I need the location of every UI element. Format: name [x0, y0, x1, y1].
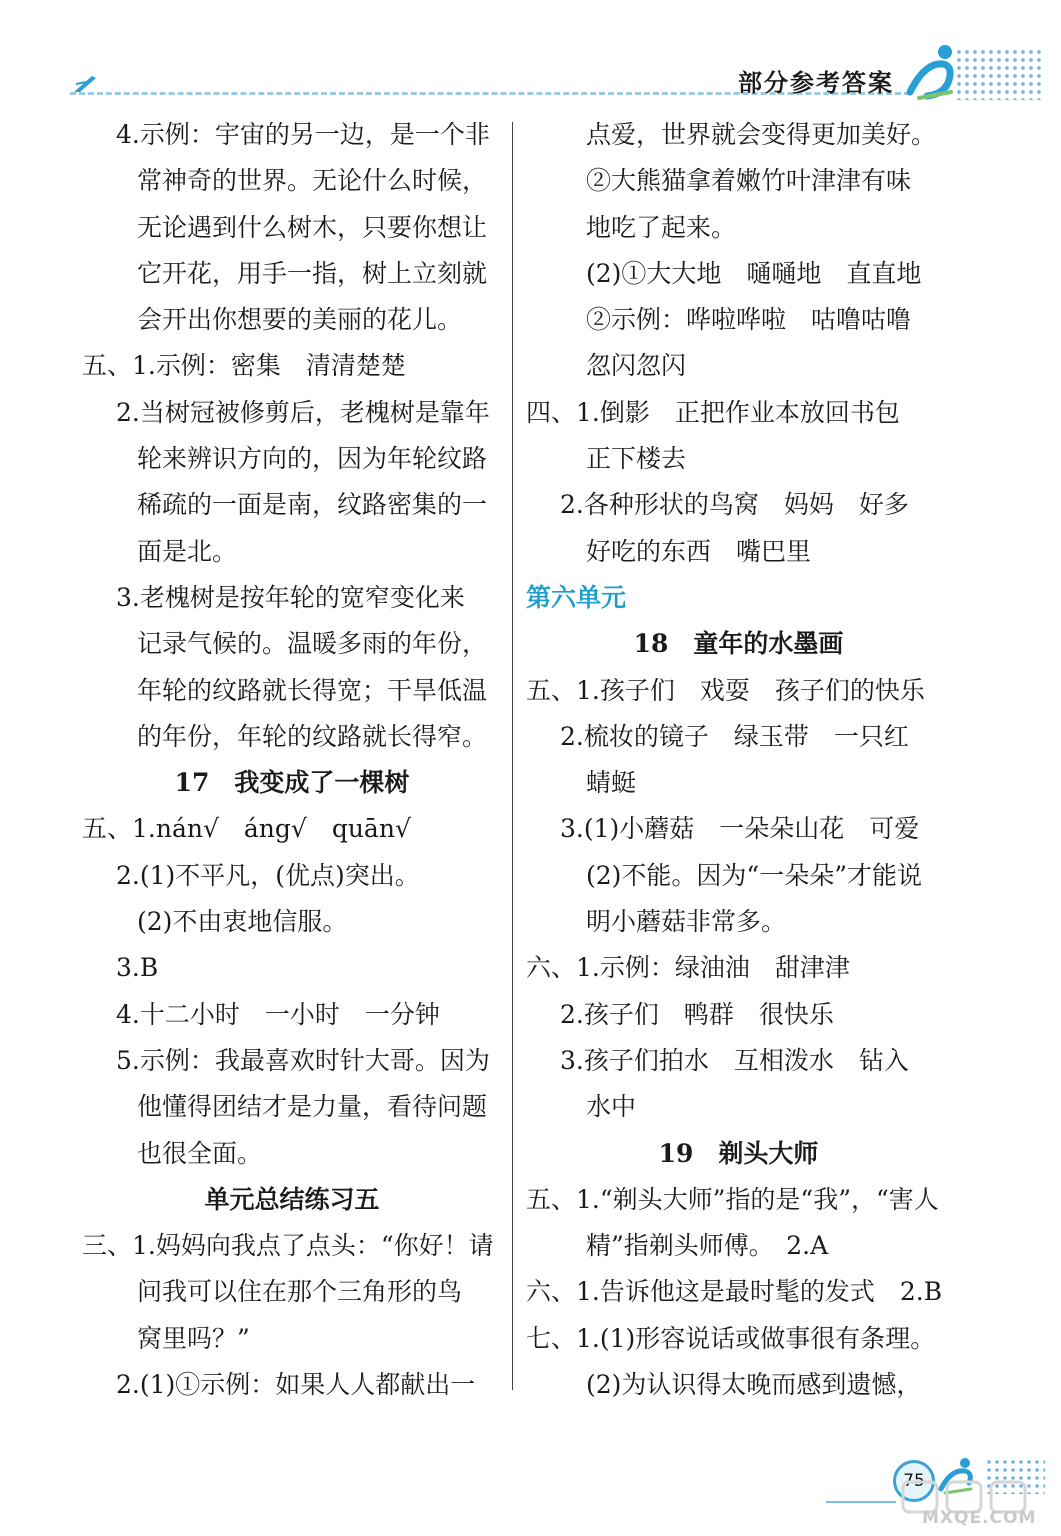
answer-line: 3.老槐树是按年轮的宽窄变化来	[116, 582, 465, 612]
header-title: 部分参考答案	[738, 69, 894, 97]
answer-line: 窝里吗？”	[137, 1323, 250, 1353]
watermark-text: MXQE.COM	[922, 1508, 1037, 1528]
answer-line: (2)不由衷地信服。	[137, 907, 348, 937]
column-divider	[512, 122, 513, 1390]
answer-line: 蜻蜓	[586, 768, 637, 798]
answer-line: 七、1.(1)形容说话或做事很有条理。	[526, 1323, 936, 1353]
lesson-heading: 单元总结练习五	[204, 1184, 380, 1214]
left-column	[82, 112, 502, 1408]
answer-line: 正下楼去	[586, 444, 687, 474]
answer-line: ②大熊猫拿着嫩竹叶津津有味	[586, 166, 912, 196]
answer-line: 五、1.示例：密集 清清楚楚	[82, 351, 406, 381]
answer-line: 五、1.孩子们 戏耍 孩子们的快乐	[526, 675, 925, 705]
answer-line: (2)为认识得太晚而感到遗憾，	[586, 1370, 922, 1400]
header-dot-pattern	[955, 48, 1045, 100]
answer-line: 常神奇的世界。无论什么时候，	[137, 166, 488, 196]
lesson-heading: 17 我变成了一棵树	[174, 768, 410, 798]
answer-line: 4.示例：宇宙的另一边，是一个非	[116, 120, 490, 149]
page-number: 75	[893, 1460, 935, 1502]
answer-line: 3.(1)小蘑菇 一朵朵山花 可爱	[560, 814, 920, 844]
answer-line: 轮来辨识方向的，因为年轮纹路	[137, 444, 488, 474]
footer-rule	[826, 1501, 896, 1503]
unit-heading: 第六单元	[526, 582, 627, 612]
answer-line: 无论遇到什么树木，只要你想让	[137, 212, 488, 242]
answer-line: 会开出你想要的美丽的花儿。	[137, 305, 463, 335]
answer-line: 问我可以住在那个三角形的鸟	[137, 1277, 463, 1307]
answer-line: 水中	[586, 1092, 637, 1122]
answer-line: 5.示例：我最喜欢时针大哥。因为	[116, 1045, 490, 1075]
answer-line: 2.各种形状的鸟窝 妈妈 好多	[560, 490, 909, 520]
pen-icon	[72, 72, 98, 94]
answer-line: (2)不能。因为“一朵朵”才能说	[586, 860, 922, 890]
answer-line: 四、1.倒影 正把作业本放回书包	[526, 397, 900, 427]
answer-line: 面是北。	[137, 536, 238, 566]
answer-line: 忽闪忽闪	[586, 351, 687, 381]
answer-line: 五、1.nán√ áng√ quān√	[82, 814, 411, 844]
answer-line: 2.(1)①示例：如果人人都献出一	[116, 1370, 476, 1400]
answer-line: 3.孩子们拍水 互相泼水 钻入	[560, 1045, 909, 1075]
answer-line: 4.十二小时 一小时 一分钟	[116, 999, 440, 1029]
answer-line: 点爱，世界就会变得更加美好。	[586, 120, 937, 149]
answer-line: 五、1.“剃头大师”指的是“我”，“害人	[526, 1184, 939, 1214]
lesson-heading: 19 剃头大师	[658, 1138, 819, 1168]
answer-line: 也很全面。	[137, 1138, 263, 1168]
answer-line: ②示例：哗啦哗啦 咕噜咕噜	[586, 305, 912, 335]
right-column	[526, 112, 951, 1408]
answer-line: 地吃了起来。	[586, 212, 737, 242]
answer-line: 三、1.妈妈向我点了点头：“你好！请	[82, 1231, 494, 1261]
answer-line: 六、1.示例：绿油油 甜津津	[526, 953, 850, 983]
page-header	[0, 0, 1061, 110]
answer-line: 2.(1)不平凡，(优点)突出。	[116, 860, 420, 890]
answer-line: 2.当树冠被修剪后，老槐树是靠年	[116, 397, 490, 427]
answer-line: 它开花，用手一指，树上立刻就	[137, 258, 488, 288]
answer-line: 3.B	[116, 953, 159, 983]
answer-line: 他懂得团结才是力量，看待问题	[137, 1092, 488, 1122]
answer-line: 好吃的东西 嘴巴里	[586, 536, 812, 566]
answer-line: 2.孩子们 鸭群 很快乐	[560, 999, 834, 1029]
answer-line: 2.梳妆的镜子 绿玉带 一只红	[560, 721, 909, 751]
answer-line: 明小蘑菇非常多。	[586, 907, 787, 937]
answer-line: 记录气候的。温暖多雨的年份，	[137, 629, 488, 659]
answer-line: 精”指剃头师傅。 2.A	[586, 1231, 829, 1261]
answer-line: 年轮的纹路就长得宽；干旱低温	[137, 675, 488, 705]
answer-line: 的年份，年轮的纹路就长得窄。	[137, 721, 488, 751]
lesson-heading: 18 童年的水墨画	[633, 629, 844, 659]
answer-line: 稀疏的一面是南，纹路密集的一	[137, 490, 488, 520]
answer-line: (2)①大大地 嗵嗵地 直直地	[586, 258, 922, 288]
runner-logo-icon	[905, 42, 960, 102]
answer-line: 六、1.告诉他这是最时髦的发式 2.B	[526, 1277, 943, 1307]
